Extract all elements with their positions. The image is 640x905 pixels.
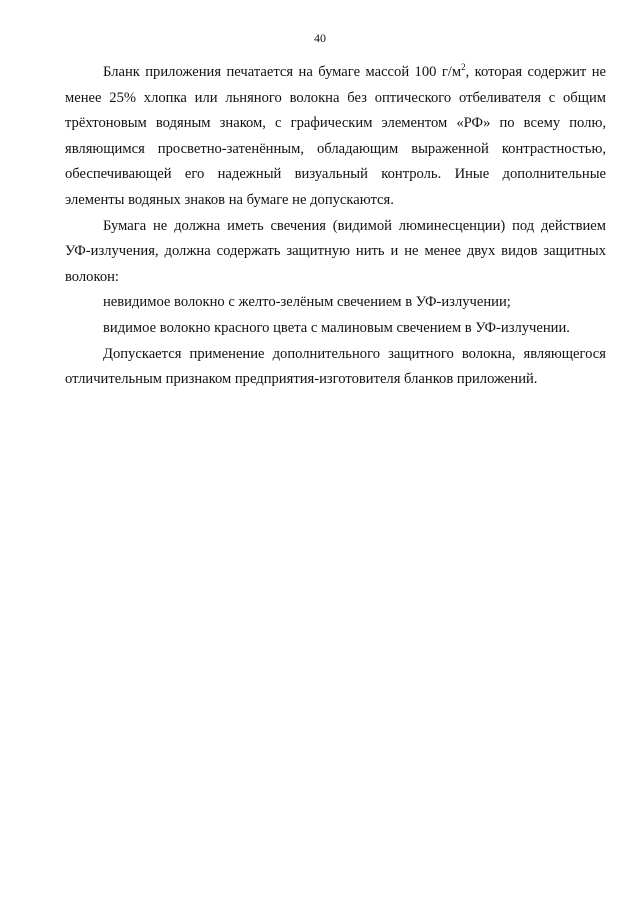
paragraph-uv-requirements: Бумага не должна иметь свечения (видимой люминесценции) под действием УФ-излучения, должна содержать защитную нить и не менее двух видов защитных волокон: — [65, 217, 606, 285]
paragraph-paper-requirements — [65, 60, 606, 214]
paragraph-text: , которая содержит не менее 25% хлопка или льняного волокна без оптического отбеливателя с общим трёхтоновым водяным знаком, с графическим элементом «РФ» по всему полю, являющимся просветно-затенённым, обладающим выраженной контрастностью, обеспечивающей его надежный визуальный контроль. Иные дополнительные элементы водяных знаков на бумаге не допускаются. — [65, 64, 606, 208]
page-number: 40 — [314, 31, 326, 45]
paragraph-visible-fiber: видимое волокно красного цвета с малиновым свечением в УФ-излучении. — [103, 319, 570, 336]
superscript-exponent: 2 — [461, 62, 466, 72]
paragraph-additional-fiber: Допускается применение дополнительного защитного волокна, являющегося отличительным признаком предприятия-изготовителя бланков приложений. — [65, 345, 606, 388]
document-body — [65, 60, 606, 393]
paragraph-text: Бланк приложения печатается на бумаге массой 100 г/м — [103, 64, 462, 80]
paragraph-invisible-fiber: невидимое волокно с желто-зелёным свечением в УФ-излучении; — [103, 294, 511, 311]
